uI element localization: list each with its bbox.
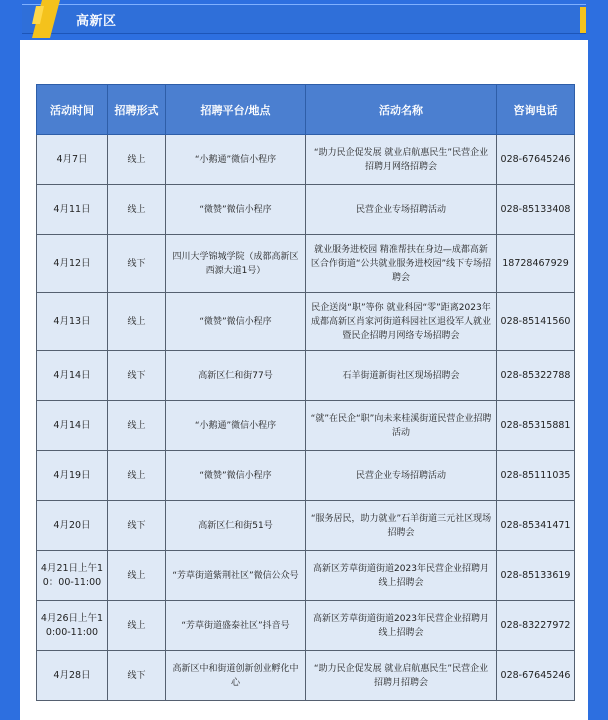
cell-event-name: “助力民企促发展 就业启航惠民生”民营企业招聘月招聘会 (306, 651, 497, 701)
table-row (37, 185, 575, 235)
cell-form: 线上 (108, 185, 166, 235)
table-row (37, 501, 575, 551)
column-header-event-name: 活动名称 (306, 85, 497, 135)
cell-platform: “小鹅通”微信小程序 (166, 135, 306, 185)
cell-platform: “微赞”微信小程序 (166, 293, 306, 351)
cell-platform: 高新区仁和街51号 (166, 501, 306, 551)
cell-time: 4月13日 (37, 293, 108, 351)
table-row (37, 551, 575, 601)
cell-platform: 高新区仁和街77号 (166, 351, 306, 401)
cell-platform: 高新区中和街道创新创业孵化中心 (166, 651, 306, 701)
header-right-accent (580, 7, 586, 33)
cell-form: 线上 (108, 601, 166, 651)
column-header-platform: 招聘平台/地点 (166, 85, 306, 135)
cell-form: 线上 (108, 401, 166, 451)
cell-phone: 028-85322788 (497, 351, 575, 401)
cell-phone: 028-85141560 (497, 293, 575, 351)
cell-phone: 028-85315881 (497, 401, 575, 451)
cell-time: 4月11日 (37, 185, 108, 235)
cell-form: 线上 (108, 135, 166, 185)
cell-event-name: “就”在民企“职”向未来桂溪街道民营企业招聘活动 (306, 401, 497, 451)
cell-time: 4月14日 (37, 351, 108, 401)
table-row (37, 601, 575, 651)
header-accent-icon (28, 0, 62, 38)
cell-time: 4月7日 (37, 135, 108, 185)
cell-phone: 028-85111035 (497, 451, 575, 501)
cell-form: 线上 (108, 451, 166, 501)
cell-event-name: 民营企业专场招聘活动 (306, 185, 497, 235)
cell-time: 4月12日 (37, 235, 108, 293)
cell-form: 线下 (108, 351, 166, 401)
cell-platform: “微赞”微信小程序 (166, 451, 306, 501)
cell-phone: 028-67645246 (497, 651, 575, 701)
cell-phone: 028-85341471 (497, 501, 575, 551)
cell-platform: “芳草街道盛泰社区”抖音号 (166, 601, 306, 651)
cell-event-name: “服务居民，助力就业”石羊街道三元社区现场招聘会 (306, 501, 497, 551)
cell-platform: “芳草街道紫荆社区”微信公众号 (166, 551, 306, 601)
table-row (37, 293, 575, 351)
cell-event-name: 民企送岗“职”等你 就业科园“零”距离2023年成都高新区肖家河街道科园社区退役军人就业暨民企招聘月网络专场招聘会 (306, 293, 497, 351)
column-header-phone: 咨询电话 (497, 85, 575, 135)
cell-form: 线上 (108, 293, 166, 351)
cell-time: 4月21日上午10：00-11:00 (37, 551, 108, 601)
column-header-time: 活动时间 (37, 85, 108, 135)
cell-phone: 028-85133619 (497, 551, 575, 601)
cell-event-name: 高新区芳草街道街道2023年民营企业招聘月线上招聘会 (306, 551, 497, 601)
cell-time: 4月20日 (37, 501, 108, 551)
cell-time: 4月14日 (37, 401, 108, 451)
cell-time: 4月26日上午10:00-11:00 (37, 601, 108, 651)
cell-form: 线下 (108, 651, 166, 701)
table-row (37, 235, 575, 293)
cell-phone: 18728467929 (497, 235, 575, 293)
cell-event-name: 高新区芳草街道街道2023年民营企业招聘月线上招聘会 (306, 601, 497, 651)
column-header-form: 招聘形式 (108, 85, 166, 135)
cell-platform: 四川大学锦城学院（成都高新区西源大道1号） (166, 235, 306, 293)
table-row (37, 401, 575, 451)
cell-phone: 028-85133408 (497, 185, 575, 235)
table-row (37, 651, 575, 701)
cell-form: 线下 (108, 235, 166, 293)
content-panel (20, 40, 588, 720)
cell-time: 4月28日 (37, 651, 108, 701)
cell-platform: “小鹅通”微信小程序 (166, 401, 306, 451)
cell-platform: “微赞”微信小程序 (166, 185, 306, 235)
table-row (37, 135, 575, 185)
cell-time: 4月19日 (37, 451, 108, 501)
cell-event-name: 民营企业专场招聘活动 (306, 451, 497, 501)
cell-event-name: 就业服务进校园 精准帮扶在身边—成都高新区合作街道“公共就业服务进校园”线下专场招聘会 (306, 235, 497, 293)
table-header-row (37, 85, 575, 135)
table-row (37, 451, 575, 501)
section-title: 高新区 (76, 14, 117, 29)
recruitment-events-table (36, 84, 575, 701)
cell-form: 线下 (108, 501, 166, 551)
cell-form: 线上 (108, 551, 166, 601)
table-row (37, 351, 575, 401)
cell-event-name: 石羊街道新街社区现场招聘会 (306, 351, 497, 401)
cell-event-name: “助力民企促发展 就业启航惠民生”民营企业招聘月网络招聘会 (306, 135, 497, 185)
cell-phone: 028-83227972 (497, 601, 575, 651)
cell-phone: 028-67645246 (497, 135, 575, 185)
